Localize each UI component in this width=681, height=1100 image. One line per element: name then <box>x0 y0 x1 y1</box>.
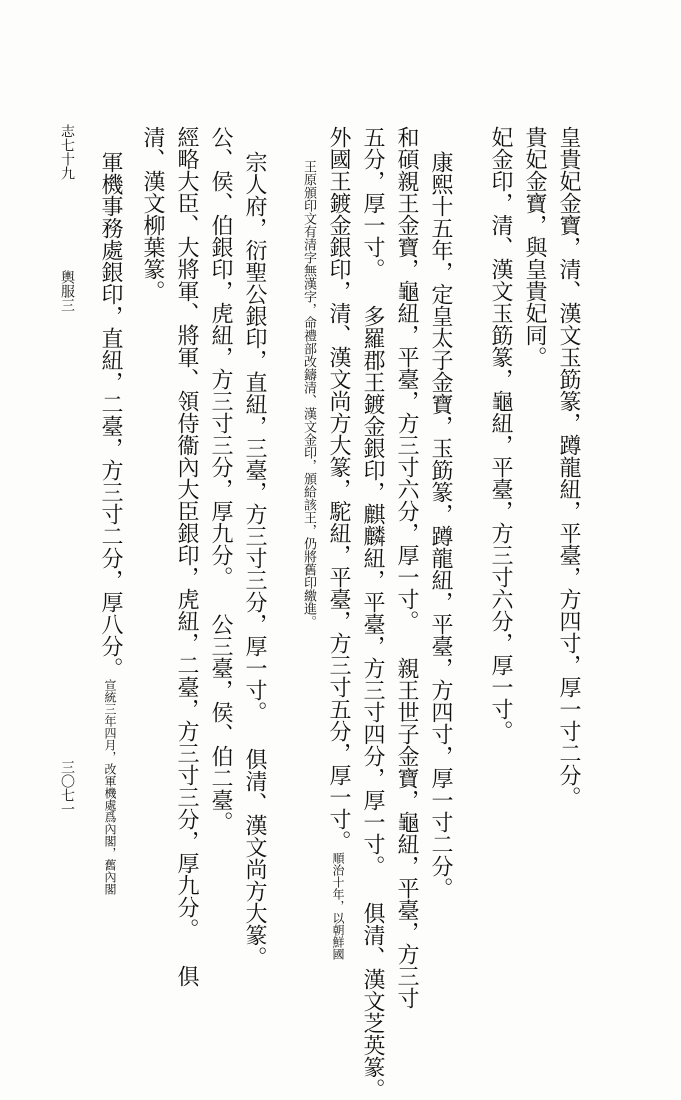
annotation-column-8: 王原頒印文有清字無漢字，命禮部改鑄清、漢文金印，頒給該王，仍將舊印繳進。 <box>301 160 316 628</box>
text-column-7 <box>323 126 349 960</box>
text-column-4: 康熙十五年，定皇太子金寶，玉筯篆，蹲龍紐，平臺，方四寸，厚一寸二分。 <box>428 151 453 899</box>
text-column-13-main: 軍機事務處銀印，直紐，二臺，方三寸二分，厚八分。 <box>98 151 123 679</box>
text-column-9: 宗人府，衍聖公銀印，直紐，三臺，方三寸三分，厚一寸。 俱清、漢文尚方大篆。 <box>242 151 267 968</box>
annotation-note-7: 順治十年，以朝鮮國 <box>331 852 345 960</box>
text-column-10: 公、侯、伯銀印，虎紐，方三寸三分，厚九分。 公三臺，侯、伯二臺。 <box>208 126 233 833</box>
text-column-6: 五分，厚一寸。 多羅郡王鍍金銀印，麒麟紐，平臺，方三寸四分，厚一寸。 俱清、漢文芝英篆。 <box>360 126 385 1100</box>
text-column-13 <box>95 151 121 895</box>
text-column-1: 皇貴妃金寶，清、漢文玉筯篆，蹲龍紐，平臺，方四寸，厚一寸二分。 <box>556 126 581 808</box>
running-header-section: 輿服三 <box>59 270 75 312</box>
text-column-12: 清、漢文柳葉篆。 <box>140 126 165 302</box>
page-number: 三〇七一 <box>59 760 75 816</box>
annotation-note-13: 宣統三年四月，改軍機處爲內閣，舊內閣 <box>103 679 117 895</box>
text-column-11: 經略大臣、大將軍、將軍、領侍衞內大臣銀印，虎紐，二臺，方三寸三分，厚九分。 俱 <box>174 126 199 987</box>
running-header-volume: 志七十九 <box>59 124 75 180</box>
text-column-3: 妃金印，清、漢文玉筯篆，龜紐，平臺，方三寸六分，厚一寸。 <box>488 126 513 742</box>
text-column-5: 和碩親王金寶，龜紐，平臺，方三寸六分，厚一寸。 親王世子金寶，龜紐，平臺，方三寸 <box>394 126 419 1009</box>
text-column-7-main: 外國王鍍金銀印，清、漢文尚方大篆，駝紐，平臺，方三寸五分，厚一寸。 <box>326 126 351 852</box>
text-column-2: 貴妃金寶，與皇貴妃同。 <box>522 126 547 368</box>
